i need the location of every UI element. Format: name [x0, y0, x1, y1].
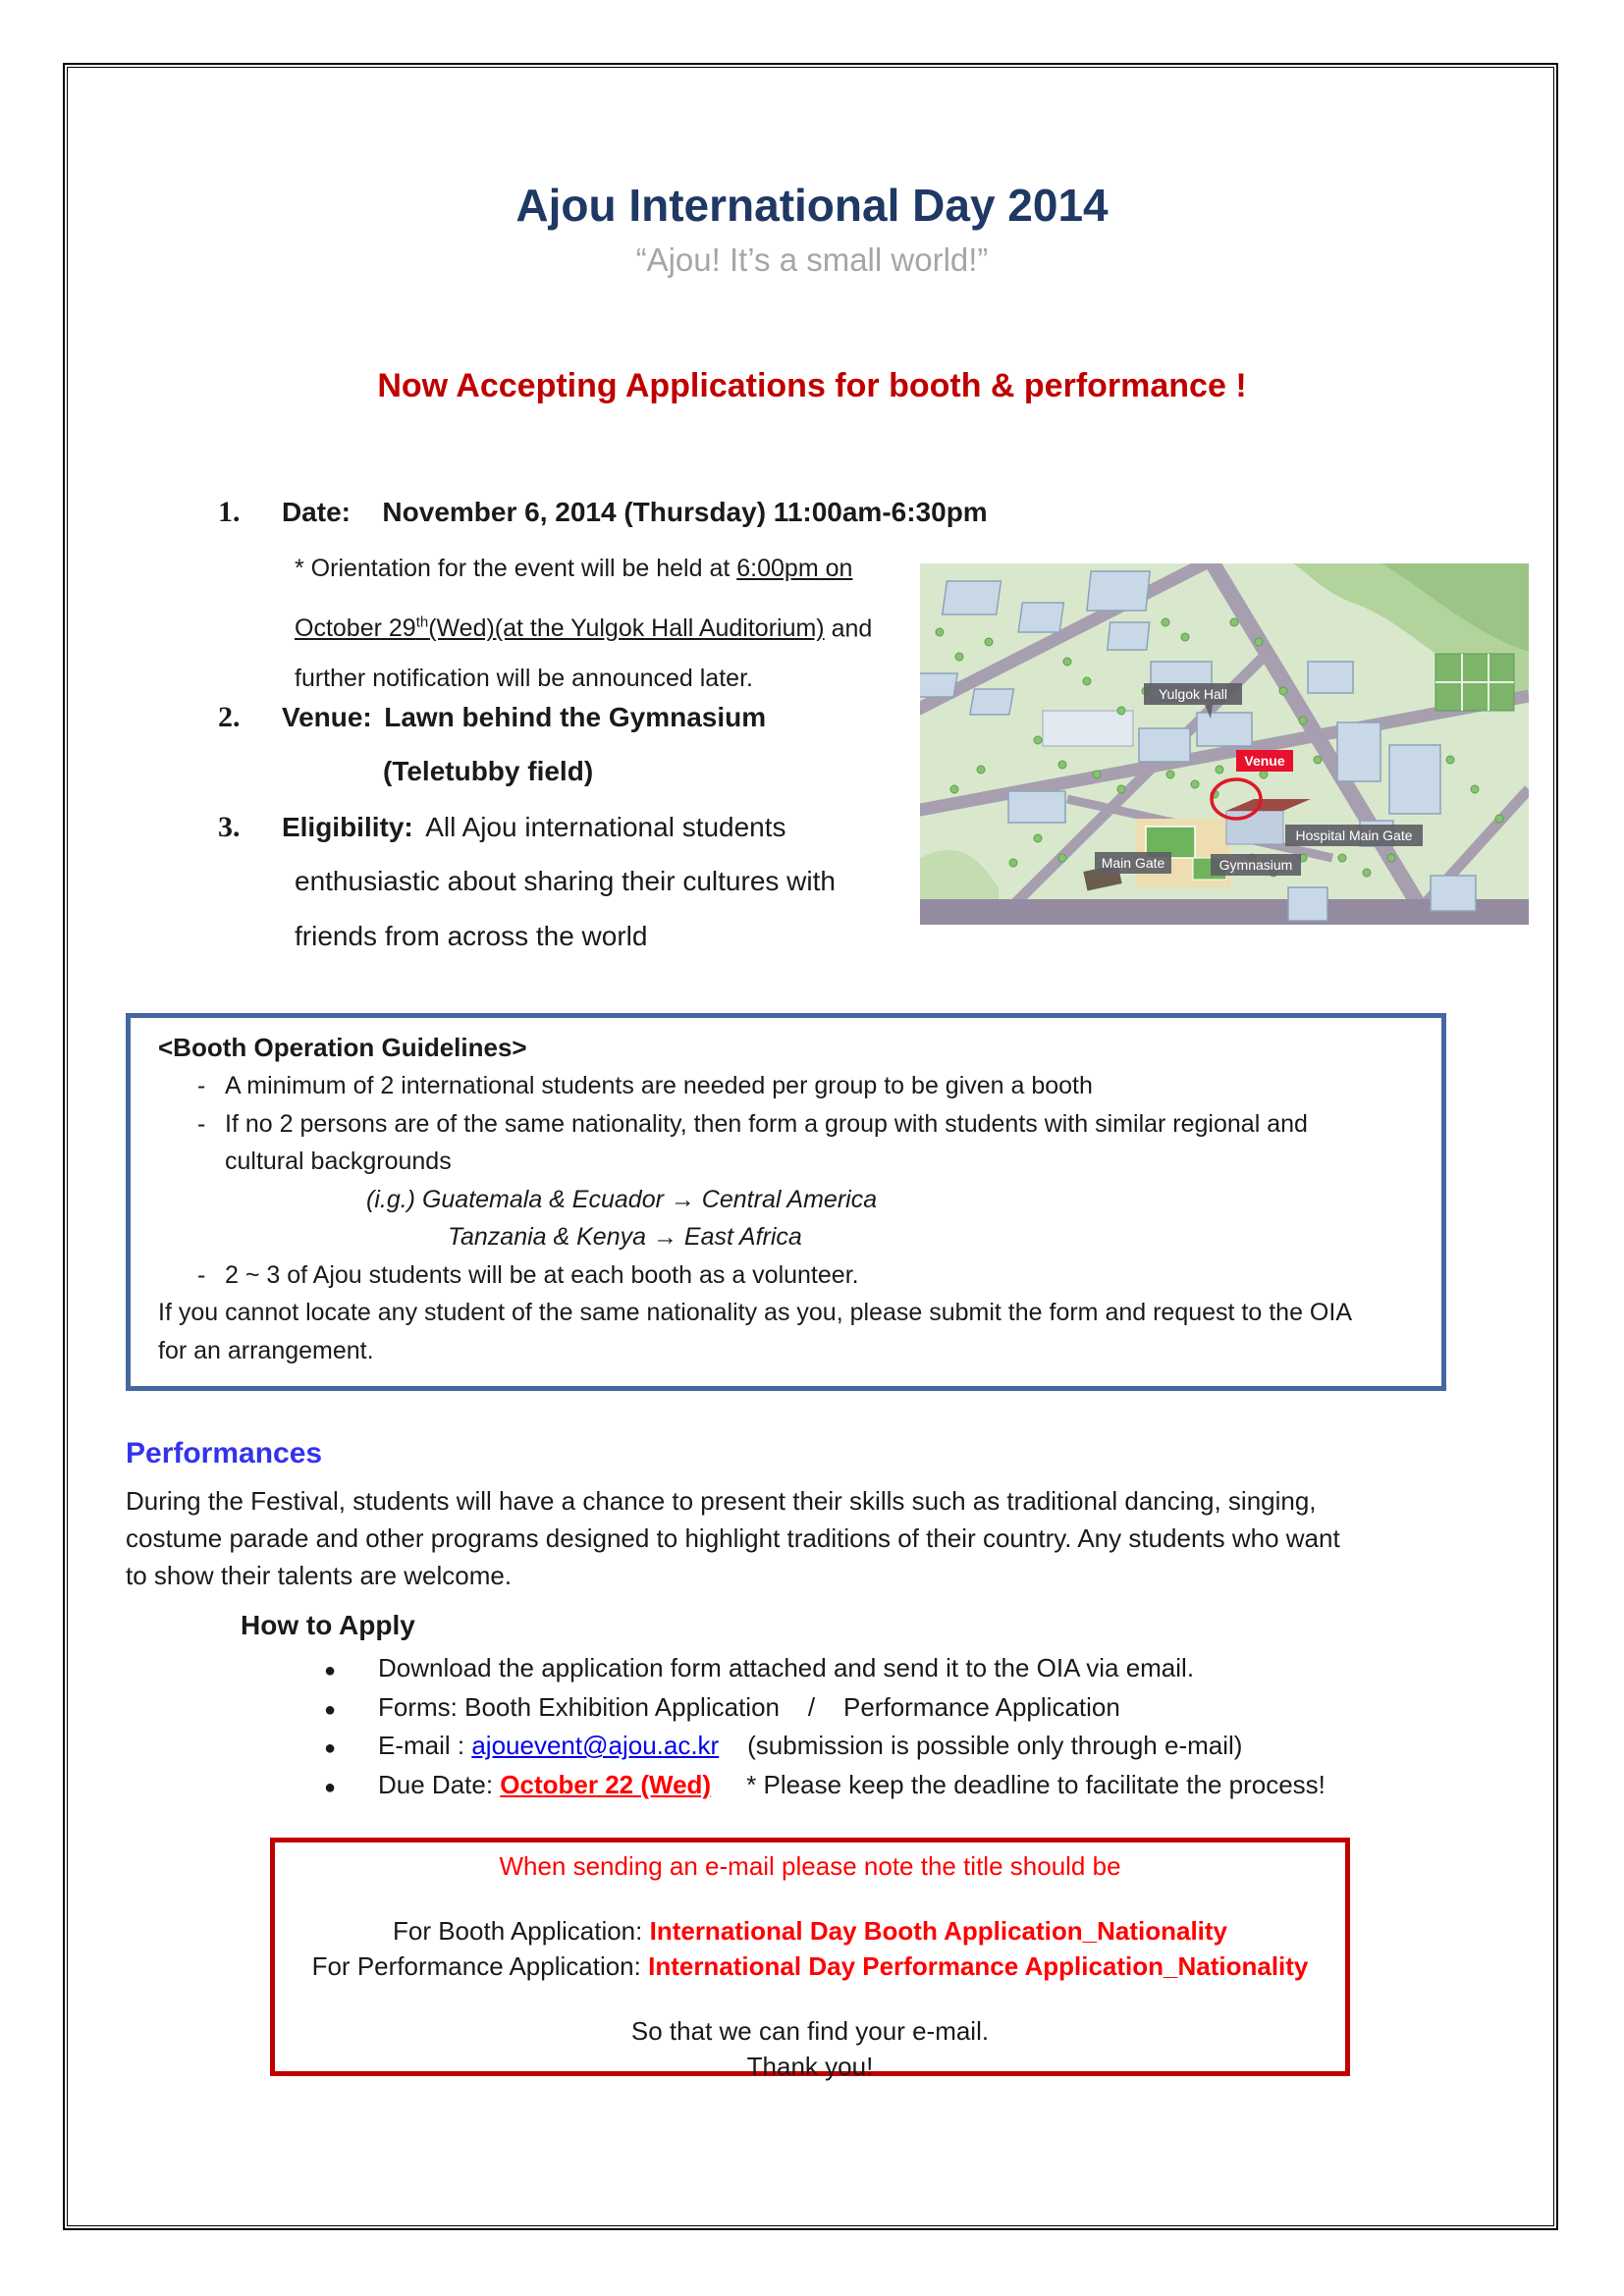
guidelines-bullet2-text: If no 2 persons are of the same nationality, then form a group with students with similar regional and	[225, 1109, 1308, 1138]
spacer	[275, 1984, 1345, 2013]
notice-performance-line	[275, 1949, 1345, 1984]
apply-bullet-forms	[324, 1692, 1326, 1732]
venue-value-line2: (Teletubby field)	[383, 756, 594, 786]
dash-bullet-icon: -	[197, 1072, 206, 1099]
note-line2-post: (Wed)(at the Yulgok Hall Auditorium)	[428, 614, 825, 643]
item-number: 2.	[218, 701, 241, 733]
bullet-dot-icon: ●	[324, 1737, 337, 1759]
bullet-dot-icon: ●	[324, 1776, 337, 1798]
page-subtitle: “Ajou! It’s a small world!”	[635, 241, 989, 278]
guidelines-bullet1	[158, 1067, 1414, 1105]
detail-item-eligibility	[218, 811, 786, 844]
detail-item-date	[218, 496, 988, 529]
eligibility-label: Eligibility:	[281, 812, 413, 842]
map-main-hall	[1043, 711, 1133, 746]
email-note: (submission is possible only through e-mail)	[719, 1731, 1243, 1760]
page-title: Ajou International Day 2014	[515, 180, 1109, 231]
apply-bullet2-text: Forms: Booth Exhibition Application / Performance Application	[378, 1691, 1120, 1722]
duedate-value: October 22 (Wed)	[500, 1769, 712, 1799]
svg-text:Gymnasium: Gymnasium	[1218, 857, 1293, 873]
orientation-note-line3: further notification will be announced later.	[295, 665, 753, 692]
bullet-dot-icon: ●	[324, 1698, 337, 1721]
campus-map-image	[920, 563, 1529, 925]
note-line2-pre: October 29	[295, 614, 416, 643]
guidelines-example2: Tanzania & Kenya → East Africa	[448, 1223, 802, 1251]
note-line2-superscript: th	[415, 614, 429, 631]
note-line2-underlined	[295, 614, 825, 642]
note-line2-plain: and	[824, 614, 873, 643]
guidelines-bullet1-text: A minimum of 2 international students are needed per group to be given a booth	[225, 1072, 1093, 1099]
spacer	[275, 1884, 1345, 1913]
detail-item-venue	[218, 701, 766, 734]
guidelines-bullet3-text: 2 ~ 3 of Ajou students will be at each booth as a volunteer.	[225, 1260, 859, 1289]
notice-line4: So that we can find your e-mail.	[630, 2016, 990, 2046]
map-label-hospital	[1285, 825, 1423, 846]
date-value: November 6, 2014 (Thursday) 11:00am-6:30pm	[382, 497, 988, 527]
apply-bullet-duedate	[324, 1770, 1326, 1809]
note-line1-underlined: 6:00pm on	[736, 555, 853, 582]
email-title-notice-box	[270, 1838, 1350, 2081]
bullet-dot-icon: ●	[324, 1660, 337, 1682]
applications-banner: Now Accepting Applications for booth & performance !	[377, 367, 1247, 404]
date-label: Date:	[281, 497, 351, 527]
item-number: 3.	[218, 811, 241, 843]
performances-line3: to show their talents are welcome.	[126, 1561, 513, 1590]
guidelines-title: <Booth Operation Guidelines>	[158, 1033, 527, 1062]
svg-text:Yulgok Hall: Yulgok Hall	[1158, 686, 1228, 702]
item-number: 1.	[218, 496, 241, 528]
apply-bullet4-text	[378, 1770, 1326, 1800]
guidelines-bullet2	[158, 1105, 1414, 1144]
duedate-label: Due Date:	[378, 1769, 501, 1799]
performances-line1: During the Festival, students will have a chance to present their skills such as traditional dancing, singing,	[126, 1486, 1317, 1516]
apply-bullet3-text	[378, 1731, 1242, 1761]
map-label-venue	[1236, 750, 1293, 772]
apply-bullet1-text: Download the application form attached and send it to the OIA via email.	[378, 1653, 1195, 1682]
campus-map-svg	[920, 563, 1529, 925]
map-label-main-gate	[1095, 852, 1171, 874]
how-to-apply-list	[324, 1653, 1326, 1808]
dash-bullet-icon: -	[197, 1109, 206, 1138]
booth-guidelines-box	[126, 1013, 1446, 1391]
eligibility-line3: friends from across the world	[295, 921, 648, 951]
venue-value: Lawn behind the Gymnasium	[384, 702, 767, 732]
how-to-apply-heading: How to Apply	[241, 1610, 415, 1640]
orientation-note-line1	[295, 552, 852, 585]
map-courts	[1435, 654, 1514, 711]
guidelines-bullet2-cont: cultural backgrounds	[225, 1148, 452, 1175]
apply-bullet-email	[324, 1731, 1326, 1770]
eligibility-line2: enthusiastic about sharing their cultures with	[295, 866, 836, 896]
svg-text:Main Gate: Main Gate	[1101, 855, 1165, 871]
email-label: E-mail :	[378, 1731, 472, 1760]
notice-line1: When sending an e-mail please note the title should be	[499, 1851, 1121, 1881]
guidelines-bullet3	[158, 1256, 1414, 1295]
duedate-note: * Please keep the deadline to facilitate the process!	[711, 1769, 1326, 1799]
performances-heading: Performances	[126, 1437, 323, 1469]
eligibility-value: All Ajou international students	[425, 812, 786, 842]
performances-line2: costume parade and other programs designed to highlight traditions of their country. Any students who want	[126, 1523, 1340, 1553]
venue-label: Venue:	[281, 702, 372, 732]
notice-perf-label: For Performance Application:	[311, 1951, 649, 1981]
guidelines-footer-line2: for an arrangement.	[158, 1336, 374, 1364]
svg-text:Venue: Venue	[1244, 753, 1285, 769]
notice-line5: Thank you!	[746, 2052, 874, 2081]
notice-booth-label: For Booth Application:	[392, 1916, 650, 1946]
orientation-note-line2	[295, 607, 872, 645]
dash-bullet-icon: -	[197, 1260, 206, 1289]
guidelines-example1: (i.g.) Guatemala & Ecuador → Central America	[366, 1185, 878, 1213]
note-line1-plain: * Orientation for the event will be held at	[295, 555, 737, 582]
map-label-gymnasium	[1211, 854, 1301, 876]
notice-booth-line	[275, 1913, 1345, 1949]
guidelines-footer-line1: If you cannot locate any student of the same nationality as you, please submit the form and request to the OIA	[158, 1299, 1352, 1326]
notice-perf-value: International Day Performance Application_Nationality	[648, 1951, 1309, 1981]
notice-booth-value: International Day Booth Application_Nationality	[649, 1916, 1228, 1946]
apply-bullet-download	[324, 1653, 1326, 1692]
svg-text:Hospital Main Gate: Hospital Main Gate	[1295, 828, 1413, 843]
email-link[interactable]: ajouevent@ajou.ac.kr	[471, 1731, 720, 1760]
